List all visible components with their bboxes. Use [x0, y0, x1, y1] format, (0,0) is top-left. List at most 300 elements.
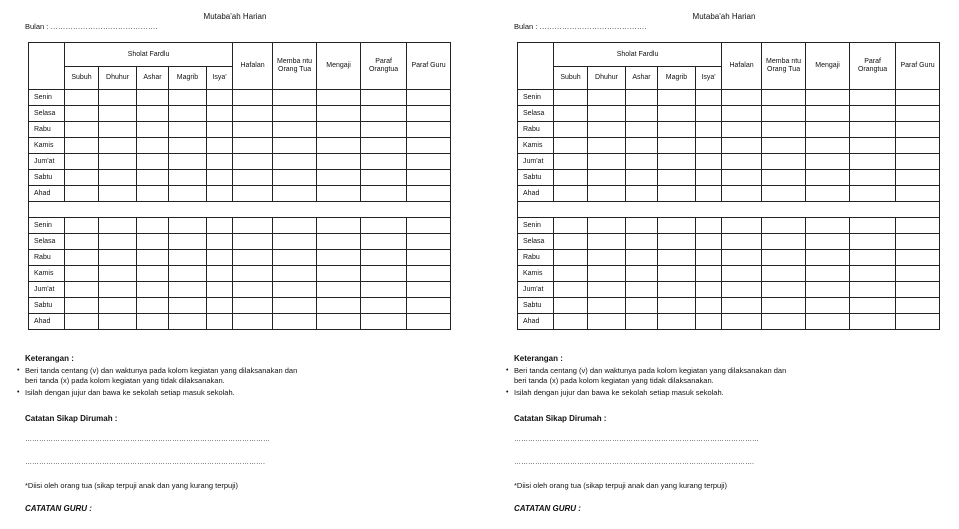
entry-cell[interactable]: [169, 234, 207, 250]
entry-cell[interactable]: [99, 122, 137, 138]
entry-cell[interactable]: [806, 234, 850, 250]
entry-cell[interactable]: [65, 266, 99, 282]
entry-cell[interactable]: [896, 234, 940, 250]
entry-cell[interactable]: [169, 90, 207, 106]
entry-cell[interactable]: [626, 250, 658, 266]
entry-cell[interactable]: [317, 314, 361, 330]
entry-cell[interactable]: [273, 218, 317, 234]
entry-cell[interactable]: [137, 122, 169, 138]
entry-cell[interactable]: [65, 122, 99, 138]
entry-cell[interactable]: [658, 90, 696, 106]
entry-cell[interactable]: [361, 266, 407, 282]
entry-cell[interactable]: [554, 90, 588, 106]
entry-cell[interactable]: [233, 298, 273, 314]
entry-cell[interactable]: [762, 218, 806, 234]
entry-cell[interactable]: [896, 218, 940, 234]
entry-cell[interactable]: [137, 90, 169, 106]
entry-cell[interactable]: [722, 90, 762, 106]
entry-cell[interactable]: [65, 218, 99, 234]
entry-cell[interactable]: [207, 250, 233, 266]
entry-cell[interactable]: [806, 266, 850, 282]
entry-cell[interactable]: [169, 154, 207, 170]
day-label: Senin: [518, 90, 554, 106]
entry-cell[interactable]: [806, 250, 850, 266]
entry-cell[interactable]: [169, 106, 207, 122]
entry-cell[interactable]: [137, 234, 169, 250]
entry-cell[interactable]: [169, 266, 207, 282]
entry-cell[interactable]: [588, 298, 626, 314]
entry-cell[interactable]: [407, 138, 451, 154]
entry-cell[interactable]: [169, 186, 207, 202]
entry-cell[interactable]: [169, 282, 207, 298]
entry-cell[interactable]: [233, 266, 273, 282]
entry-cell[interactable]: [588, 122, 626, 138]
entry-cell[interactable]: [626, 122, 658, 138]
entry-cell[interactable]: [273, 314, 317, 330]
entry-cell[interactable]: [361, 122, 407, 138]
entry-cell[interactable]: [722, 250, 762, 266]
entry-cell[interactable]: [554, 250, 588, 266]
entry-cell[interactable]: [722, 234, 762, 250]
entry-cell[interactable]: [554, 170, 588, 186]
entry-cell[interactable]: [207, 266, 233, 282]
entry-cell[interactable]: [233, 250, 273, 266]
entry-cell[interactable]: [233, 282, 273, 298]
entry-cell[interactable]: [99, 314, 137, 330]
entry-cell[interactable]: [169, 170, 207, 186]
entry-cell[interactable]: [169, 122, 207, 138]
entry-cell[interactable]: [658, 266, 696, 282]
entry-cell[interactable]: [137, 282, 169, 298]
entry-cell[interactable]: [850, 90, 896, 106]
entry-cell[interactable]: [722, 314, 762, 330]
entry-cell[interactable]: [806, 154, 850, 170]
corner-cell: [29, 43, 65, 90]
entry-cell[interactable]: [722, 106, 762, 122]
entry-cell[interactable]: [696, 250, 722, 266]
entry-cell[interactable]: [626, 154, 658, 170]
entry-cell[interactable]: [850, 170, 896, 186]
entry-cell[interactable]: [658, 106, 696, 122]
entry-cell[interactable]: [696, 266, 722, 282]
day-label: Jum'at: [29, 154, 65, 170]
entry-cell[interactable]: [99, 218, 137, 234]
entry-cell[interactable]: [137, 138, 169, 154]
entry-cell[interactable]: [273, 186, 317, 202]
entry-cell[interactable]: [850, 234, 896, 250]
entry-cell[interactable]: [233, 314, 273, 330]
entry-cell[interactable]: [361, 218, 407, 234]
entry-cell[interactable]: [361, 314, 407, 330]
entry-cell[interactable]: [850, 314, 896, 330]
entry-cell[interactable]: [207, 186, 233, 202]
entry-cell[interactable]: [696, 106, 722, 122]
entry-cell[interactable]: [762, 282, 806, 298]
entry-cell[interactable]: [722, 282, 762, 298]
entry-cell[interactable]: [65, 170, 99, 186]
entry-cell[interactable]: [207, 154, 233, 170]
entry-cell[interactable]: [317, 266, 361, 282]
entry-cell[interactable]: [696, 298, 722, 314]
entry-cell[interactable]: [806, 138, 850, 154]
day-label: Sabtu: [518, 170, 554, 186]
entry-cell[interactable]: [850, 282, 896, 298]
entry-cell[interactable]: [137, 186, 169, 202]
entry-cell[interactable]: [317, 186, 361, 202]
entry-cell[interactable]: [407, 314, 451, 330]
entry-cell[interactable]: [273, 154, 317, 170]
entry-cell[interactable]: [554, 266, 588, 282]
entry-cell[interactable]: [850, 154, 896, 170]
entry-cell[interactable]: [554, 138, 588, 154]
entry-cell[interactable]: [65, 234, 99, 250]
entry-cell[interactable]: [658, 218, 696, 234]
entry-cell[interactable]: [626, 106, 658, 122]
entry-cell[interactable]: [588, 106, 626, 122]
entry-cell[interactable]: [137, 154, 169, 170]
entry-cell[interactable]: [317, 234, 361, 250]
entry-cell[interactable]: [273, 170, 317, 186]
day-row: [518, 90, 940, 106]
entry-cell[interactable]: [588, 282, 626, 298]
entry-cell[interactable]: [233, 218, 273, 234]
entry-cell[interactable]: [407, 298, 451, 314]
entry-cell[interactable]: [317, 106, 361, 122]
entry-cell[interactable]: [696, 314, 722, 330]
entry-cell[interactable]: [806, 218, 850, 234]
entry-cell[interactable]: [273, 250, 317, 266]
entry-cell[interactable]: [696, 170, 722, 186]
entry-cell[interactable]: [896, 186, 940, 202]
entry-cell[interactable]: [65, 138, 99, 154]
entry-cell[interactable]: [317, 138, 361, 154]
entry-cell[interactable]: [317, 154, 361, 170]
writing-line: ………………………………………………………………………………………….: [25, 459, 265, 466]
entry-cell[interactable]: [273, 122, 317, 138]
entry-cell[interactable]: [65, 186, 99, 202]
entry-cell[interactable]: [273, 298, 317, 314]
entry-cell[interactable]: [806, 314, 850, 330]
entry-cell[interactable]: [896, 170, 940, 186]
entry-cell[interactable]: [361, 106, 407, 122]
entry-cell[interactable]: [169, 314, 207, 330]
entry-cell[interactable]: [99, 186, 137, 202]
entry-cell[interactable]: [207, 90, 233, 106]
entry-cell[interactable]: [317, 250, 361, 266]
sholat-header: Sholat Fardlu: [65, 43, 233, 67]
note-line: beri tanda (x) pada kolom kegiatan yang tidak dilaksanakan.: [25, 376, 225, 385]
entry-cell[interactable]: [850, 106, 896, 122]
entry-cell[interactable]: [273, 282, 317, 298]
entry-cell[interactable]: [207, 106, 233, 122]
entry-cell[interactable]: [896, 298, 940, 314]
entry-cell[interactable]: [99, 154, 137, 170]
entry-cell[interactable]: [317, 90, 361, 106]
entry-cell[interactable]: [407, 282, 451, 298]
entry-cell[interactable]: [806, 122, 850, 138]
entry-cell[interactable]: [896, 138, 940, 154]
entry-cell[interactable]: [658, 314, 696, 330]
entry-cell[interactable]: [850, 186, 896, 202]
entry-cell[interactable]: [762, 154, 806, 170]
day-row: [29, 186, 451, 202]
entry-cell[interactable]: [137, 314, 169, 330]
entry-cell[interactable]: [626, 298, 658, 314]
entry-cell[interactable]: [696, 90, 722, 106]
entry-cell[interactable]: [407, 122, 451, 138]
entry-cell[interactable]: [361, 138, 407, 154]
entry-cell[interactable]: [99, 282, 137, 298]
entry-cell[interactable]: [99, 250, 137, 266]
entry-cell[interactable]: [233, 138, 273, 154]
entry-cell[interactable]: [896, 90, 940, 106]
entry-cell[interactable]: [65, 250, 99, 266]
entry-cell[interactable]: [626, 218, 658, 234]
entry-cell[interactable]: [658, 234, 696, 250]
entry-cell[interactable]: [850, 218, 896, 234]
entry-cell[interactable]: [762, 90, 806, 106]
entry-cell[interactable]: [99, 170, 137, 186]
entry-cell[interactable]: [696, 282, 722, 298]
prayer-header: Dhuhur: [99, 67, 137, 90]
entry-cell[interactable]: [850, 250, 896, 266]
entry-cell[interactable]: [696, 234, 722, 250]
entry-cell[interactable]: [407, 250, 451, 266]
entry-cell[interactable]: [850, 122, 896, 138]
entry-cell[interactable]: [626, 90, 658, 106]
entry-cell[interactable]: [273, 138, 317, 154]
entry-cell[interactable]: [806, 298, 850, 314]
entry-cell[interactable]: [762, 122, 806, 138]
entry-cell[interactable]: [658, 122, 696, 138]
entry-cell[interactable]: [896, 314, 940, 330]
day-label: Sabtu: [29, 170, 65, 186]
entry-cell[interactable]: [99, 106, 137, 122]
entry-cell[interactable]: [99, 138, 137, 154]
entry-cell[interactable]: [626, 138, 658, 154]
entry-cell[interactable]: [317, 122, 361, 138]
entry-cell[interactable]: [696, 186, 722, 202]
entry-cell[interactable]: [896, 106, 940, 122]
entry-cell[interactable]: [626, 266, 658, 282]
entry-cell[interactable]: [65, 282, 99, 298]
entry-cell[interactable]: [407, 170, 451, 186]
entry-cell[interactable]: [626, 170, 658, 186]
entry-cell[interactable]: [207, 218, 233, 234]
entry-cell[interactable]: [762, 186, 806, 202]
entry-cell[interactable]: [317, 170, 361, 186]
entry-cell[interactable]: [722, 266, 762, 282]
entry-cell[interactable]: [806, 170, 850, 186]
day-row: [29, 234, 451, 250]
entry-cell[interactable]: [65, 314, 99, 330]
entry-cell[interactable]: [658, 138, 696, 154]
note-line: beri tanda (x) pada kolom kegiatan yang tidak dilaksanakan.: [514, 376, 714, 385]
entry-cell[interactable]: [233, 154, 273, 170]
entry-cell[interactable]: [233, 186, 273, 202]
entry-cell[interactable]: [626, 282, 658, 298]
entry-cell[interactable]: [169, 298, 207, 314]
entry-cell[interactable]: [696, 218, 722, 234]
entry-cell[interactable]: [233, 106, 273, 122]
entry-cell[interactable]: [806, 282, 850, 298]
entry-cell[interactable]: [762, 298, 806, 314]
entry-cell[interactable]: [626, 186, 658, 202]
entry-cell[interactable]: [207, 234, 233, 250]
entry-cell[interactable]: [762, 106, 806, 122]
entry-cell[interactable]: [407, 186, 451, 202]
entry-cell[interactable]: [361, 298, 407, 314]
entry-cell[interactable]: [554, 154, 588, 170]
day-label: Selasa: [29, 106, 65, 122]
entry-cell[interactable]: [273, 266, 317, 282]
entry-cell[interactable]: [850, 298, 896, 314]
entry-cell[interactable]: [137, 250, 169, 266]
entry-cell[interactable]: [407, 90, 451, 106]
entry-cell[interactable]: [99, 298, 137, 314]
entry-cell[interactable]: [722, 298, 762, 314]
entry-cell[interactable]: [137, 298, 169, 314]
entry-cell[interactable]: [317, 218, 361, 234]
entry-cell[interactable]: [361, 234, 407, 250]
entry-cell[interactable]: [722, 170, 762, 186]
entry-cell[interactable]: [407, 106, 451, 122]
entry-cell[interactable]: [696, 122, 722, 138]
entry-cell[interactable]: [137, 266, 169, 282]
entry-cell[interactable]: [361, 186, 407, 202]
entry-cell[interactable]: [65, 154, 99, 170]
entry-cell[interactable]: [762, 314, 806, 330]
entry-cell[interactable]: [588, 138, 626, 154]
entry-cell[interactable]: [361, 170, 407, 186]
entry-cell[interactable]: [169, 250, 207, 266]
entry-cell[interactable]: [233, 170, 273, 186]
entry-cell[interactable]: [554, 186, 588, 202]
entry-cell[interactable]: [554, 282, 588, 298]
form-sheet-left: [0, 0, 470, 529]
entry-cell[interactable]: [554, 234, 588, 250]
entry-cell[interactable]: [207, 170, 233, 186]
entry-cell[interactable]: [896, 154, 940, 170]
entry-cell[interactable]: [896, 266, 940, 282]
entry-cell[interactable]: [407, 154, 451, 170]
entry-cell[interactable]: [207, 122, 233, 138]
entry-cell[interactable]: [317, 298, 361, 314]
entry-cell[interactable]: [806, 90, 850, 106]
day-row: [518, 250, 940, 266]
entry-cell[interactable]: [588, 250, 626, 266]
entry-cell[interactable]: [65, 90, 99, 106]
entry-cell[interactable]: [137, 106, 169, 122]
entry-cell[interactable]: [762, 234, 806, 250]
entry-cell[interactable]: [317, 282, 361, 298]
entry-cell[interactable]: [722, 154, 762, 170]
entry-cell[interactable]: [554, 122, 588, 138]
entry-cell[interactable]: [626, 234, 658, 250]
note-line: Isilah dengan jujur dan bawa ke sekolah setiap masuk sekolah.: [514, 388, 724, 397]
entry-cell[interactable]: [273, 90, 317, 106]
entry-cell[interactable]: [896, 250, 940, 266]
entry-cell[interactable]: [762, 138, 806, 154]
entry-cell[interactable]: [806, 106, 850, 122]
entry-cell[interactable]: [361, 250, 407, 266]
entry-cell[interactable]: [722, 186, 762, 202]
entry-cell[interactable]: [169, 218, 207, 234]
entry-cell[interactable]: [273, 106, 317, 122]
entry-cell[interactable]: [207, 314, 233, 330]
entry-cell[interactable]: [361, 90, 407, 106]
entry-cell[interactable]: [588, 170, 626, 186]
entry-cell[interactable]: [137, 170, 169, 186]
entry-cell[interactable]: [626, 314, 658, 330]
entry-cell[interactable]: [273, 234, 317, 250]
entry-cell[interactable]: [696, 138, 722, 154]
entry-cell[interactable]: [407, 234, 451, 250]
entry-cell[interactable]: [658, 170, 696, 186]
entry-cell[interactable]: [554, 218, 588, 234]
entry-cell[interactable]: [896, 282, 940, 298]
entry-cell[interactable]: [658, 186, 696, 202]
entry-cell[interactable]: [554, 298, 588, 314]
day-label: Sabtu: [29, 298, 65, 314]
entry-cell[interactable]: [99, 266, 137, 282]
entry-cell[interactable]: [722, 122, 762, 138]
entry-cell[interactable]: [588, 186, 626, 202]
entry-cell[interactable]: [696, 154, 722, 170]
entry-cell[interactable]: [361, 154, 407, 170]
entry-cell[interactable]: [233, 90, 273, 106]
entry-cell[interactable]: [99, 234, 137, 250]
entry-cell[interactable]: [588, 234, 626, 250]
entry-cell[interactable]: [207, 298, 233, 314]
entry-cell[interactable]: [806, 186, 850, 202]
entry-cell[interactable]: [658, 154, 696, 170]
paraf-orangtua-header: Paraf Orangtua: [361, 43, 407, 90]
entry-cell[interactable]: [169, 138, 207, 154]
entry-cell[interactable]: [762, 170, 806, 186]
entry-cell[interactable]: [588, 266, 626, 282]
entry-cell[interactable]: [65, 298, 99, 314]
entry-cell[interactable]: [588, 218, 626, 234]
entry-cell[interactable]: [207, 282, 233, 298]
entry-cell[interactable]: [762, 250, 806, 266]
entry-cell[interactable]: [850, 266, 896, 282]
entry-cell[interactable]: [850, 138, 896, 154]
entry-cell[interactable]: [137, 218, 169, 234]
entry-cell[interactable]: [207, 138, 233, 154]
entry-cell[interactable]: [407, 218, 451, 234]
entry-cell[interactable]: [762, 266, 806, 282]
entry-cell[interactable]: [233, 122, 273, 138]
entry-cell[interactable]: [554, 106, 588, 122]
entry-cell[interactable]: [658, 250, 696, 266]
entry-cell[interactable]: [658, 298, 696, 314]
entry-cell[interactable]: [722, 218, 762, 234]
entry-cell[interactable]: [588, 90, 626, 106]
entry-cell[interactable]: [554, 314, 588, 330]
day-row: [29, 106, 451, 122]
entry-cell[interactable]: [99, 90, 137, 106]
entry-cell[interactable]: [65, 106, 99, 122]
entry-cell[interactable]: [588, 154, 626, 170]
entry-cell[interactable]: [361, 282, 407, 298]
entry-cell[interactable]: [588, 314, 626, 330]
entry-cell[interactable]: [896, 122, 940, 138]
entry-cell[interactable]: [722, 138, 762, 154]
entry-cell[interactable]: [407, 266, 451, 282]
entry-cell[interactable]: [658, 282, 696, 298]
entry-cell[interactable]: [233, 234, 273, 250]
